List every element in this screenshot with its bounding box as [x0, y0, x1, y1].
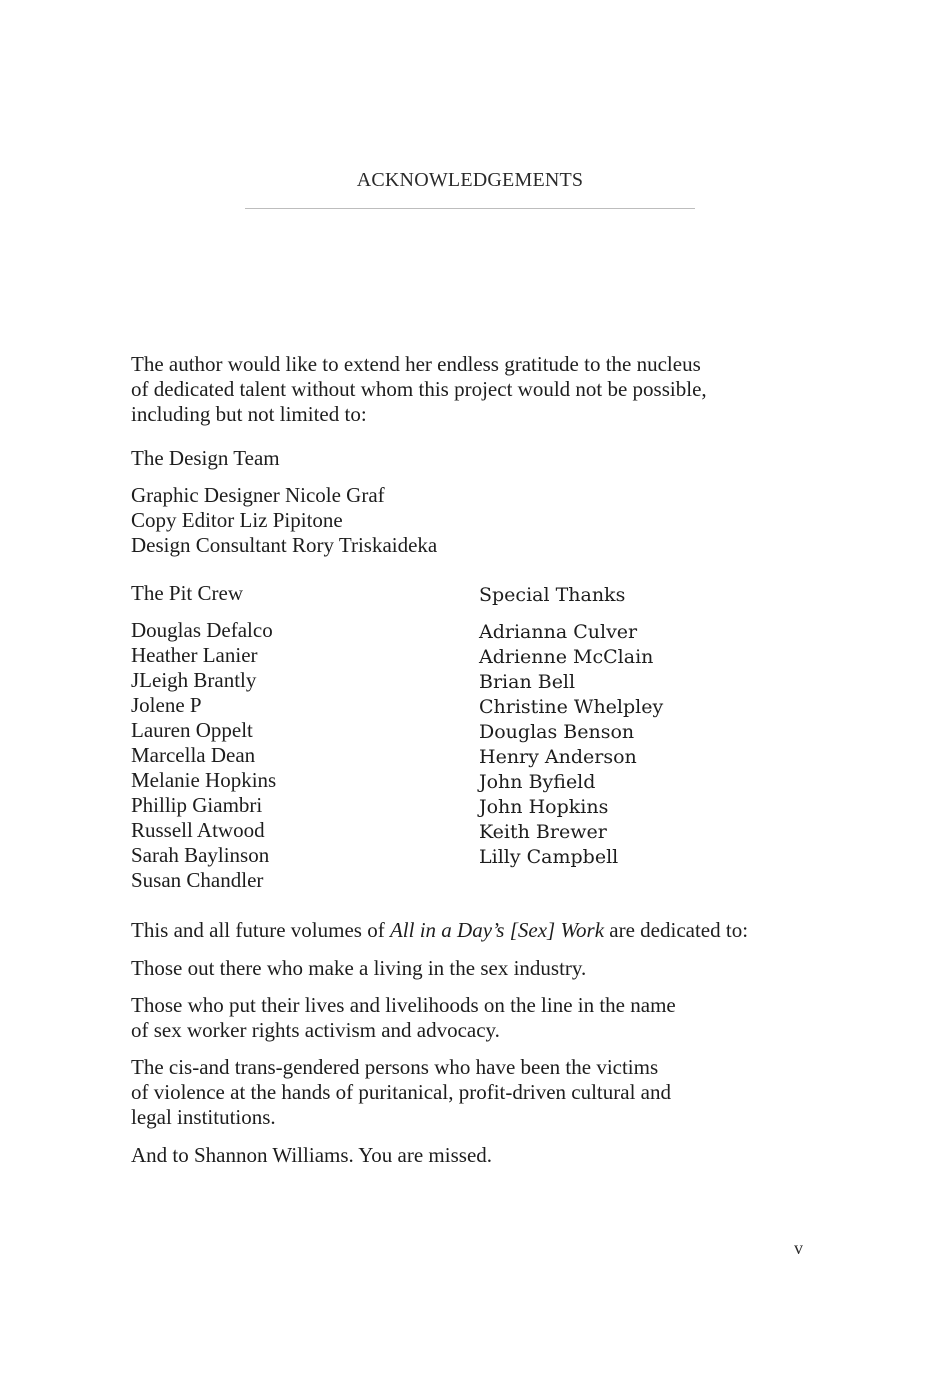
special-thanks-column [479, 583, 663, 870]
dedication-line: of sex worker rights activism and advocacy. [131, 1018, 500, 1042]
list-item: Marcella Dean [131, 743, 256, 767]
list-item: Heather Lanier [131, 643, 258, 667]
list-item: Phillip Giambri [131, 793, 263, 817]
list-item: John Byfield [479, 771, 596, 793]
dedication-intro-before: This and all future volumes of [131, 918, 390, 942]
section-heading: Special Thanks [479, 584, 626, 606]
list-item: Douglas Benson [479, 721, 635, 743]
intro-paragraph [131, 352, 821, 427]
list-item: Adrienne McClain [479, 646, 654, 668]
dedication-line: The cis-and trans-gendered persons who have been the victims [131, 1055, 659, 1079]
list-item: Douglas Defalco [131, 618, 273, 642]
list-item: Brian Bell [479, 671, 576, 693]
dedication-item [131, 1143, 821, 1168]
dedication-line: Those who put their lives and livelihoods on the line in the name [131, 993, 676, 1017]
dedication-line: Those out there who make a living in the sex industry. [131, 956, 587, 980]
dedication-intro-after: are dedicated to: [604, 918, 749, 942]
list-item: Adrianna Culver [479, 621, 638, 643]
list-item: Lauren Oppelt [131, 718, 253, 742]
dedication-item [131, 956, 821, 981]
pit-crew-column [131, 581, 276, 893]
list-item: Graphic Designer Nicole Graf [131, 483, 385, 507]
list-item: Design Consultant Rory Triskaideka [131, 533, 438, 557]
list-item: Lilly Campbell [479, 846, 619, 868]
page-number: v [794, 1238, 803, 1258]
dedication-item [131, 993, 821, 1043]
list-item: Keith Brewer [479, 821, 607, 843]
design-team-list [131, 483, 821, 558]
list-item: Melanie Hopkins [131, 768, 277, 792]
intro-line: of dedicated talent without whom this project would not be possible, [131, 377, 707, 401]
dedication-intro [131, 918, 821, 943]
special-thanks-list [479, 620, 663, 870]
section-heading: The Design Team [131, 446, 280, 470]
list-item: Sarah Baylinson [131, 843, 270, 867]
intro-line: including but not limited to: [131, 402, 367, 426]
list-item: JLeigh Brantly [131, 668, 257, 692]
pit-crew-list [131, 618, 276, 893]
intro-line: The author would like to extend her endless gratitude to the nucleus [131, 352, 701, 376]
title-divider [245, 208, 695, 209]
list-item: Henry Anderson [479, 746, 637, 768]
list-item: Jolene P [131, 693, 202, 717]
dedication-line: legal institutions. [131, 1105, 276, 1129]
design-team-title [131, 446, 821, 471]
dedication-item [131, 1055, 821, 1130]
book-title: All in a Day’s [Sex] Work [389, 918, 605, 942]
list-item: Susan Chandler [131, 868, 264, 892]
list-item: Christine Whelpley [479, 696, 664, 718]
section-heading: The Pit Crew [131, 581, 243, 605]
page-title: ACKNOWLEDGEMENTS [356, 169, 584, 191]
dedication-line: of violence at the hands of puritanical, profit-driven cultural and [131, 1080, 671, 1104]
dedication-line: And to Shannon Williams. You are missed. [131, 1143, 493, 1167]
list-item: John Hopkins [479, 796, 609, 818]
list-item: Copy Editor Liz Pipitone [131, 508, 343, 532]
list-item: Russell Atwood [131, 818, 265, 842]
